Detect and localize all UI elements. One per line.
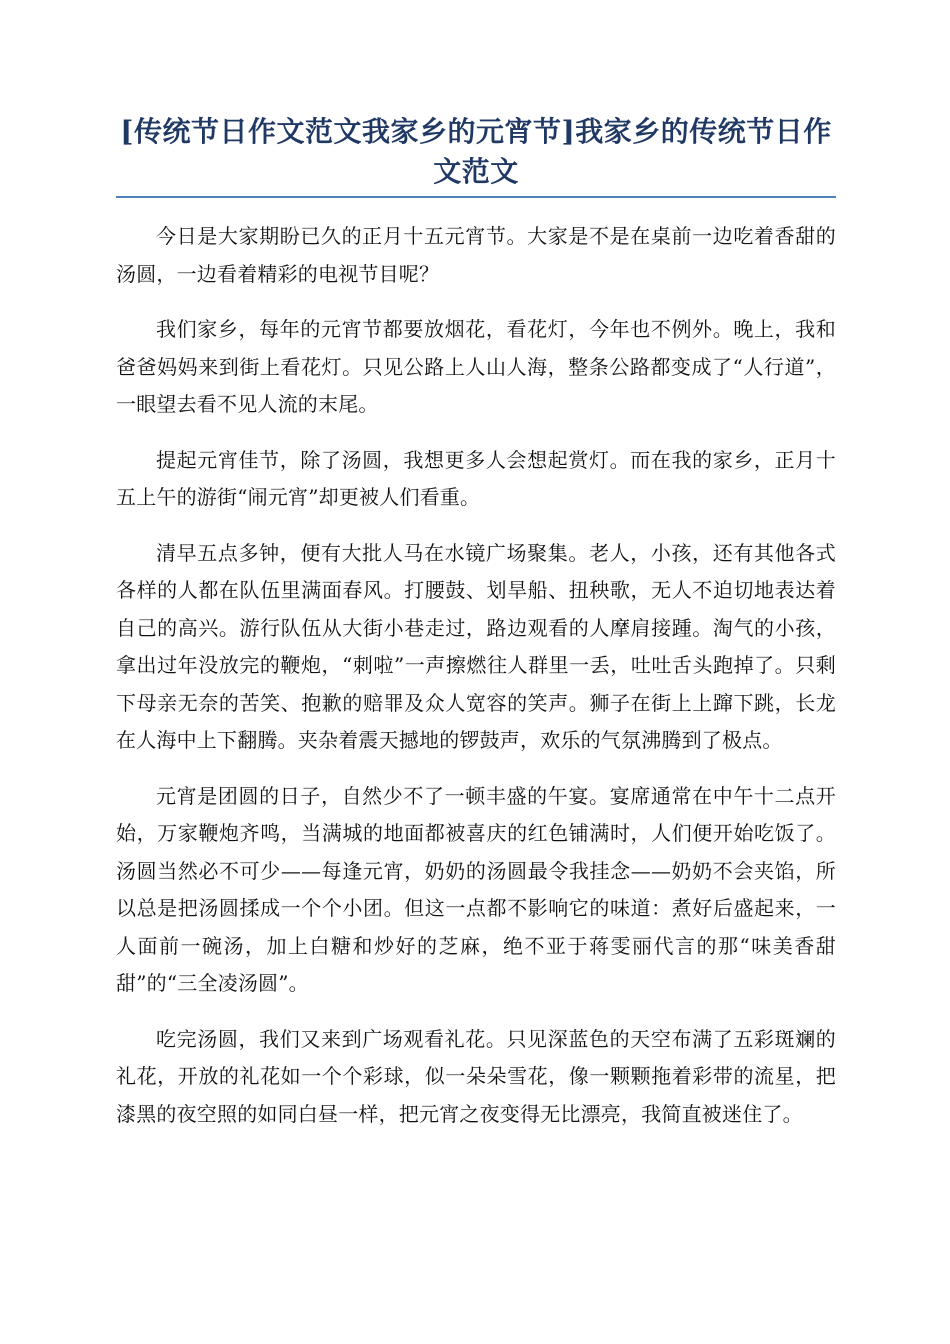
paragraph-5: 元宵是团圆的日子，自然少不了一顿丰盛的午宴。宴席通常在中午十二点开始，万家鞭炮齐鸣，当满城的地面都被喜庆的红色铺满时，人们便开始吃饭了。汤圆当然必不可少——每逢元宵，奶奶的汤圆最令我挂念——奶奶不会夹馅，所以总是把汤圆揉成一个个小团。但这一点都不影响它的味道：煮好后盛起来，一人面前一碗汤，加上白糖和炒好的芝麻，绝不亚于蒋雯丽代言的那“味美香甜甜”的“三全凌汤圆”。 [116, 783, 836, 995]
document-page [116, 112, 836, 1151]
paragraph-3: 提起元宵佳节，除了汤圆，我想更多人会想起赏灯。而在我的家乡，正月十五上午的游街“闹元宵”却更被人们看重。 [116, 447, 836, 509]
title-underline [116, 196, 836, 198]
paragraph-6: 吃完汤圆，我们又来到广场观看礼花。只见深蓝色的天空布满了五彩斑斓的礼花，开放的礼花如一个个彩球，似一朵朵雪花，像一颗颗拖着彩带的流星，把漆黑的夜空照的如同白昼一样，把元宵之夜变得无比漂亮，我简直被迷住了。 [116, 1026, 836, 1126]
document-title: [传统节日作文范文我家乡的元宵节]我家乡的传统节日作文范文 [120, 115, 832, 188]
paragraph-2: 我们家乡，每年的元宵节都要放烟花，看花灯，今年也不例外。晚上，我和爸爸妈妈来到街上看花灯。只见公路上人山人海，整条公路都变成了“人行道”，一眼望去看不见人流的末尾。 [116, 317, 836, 416]
paragraph-4: 清早五点多钟，便有大批人马在水镜广场聚集。老人，小孩，还有其他各式各样的人都在队伍里满面春风。打腰鼓、划旱船、扭秧歌，无人不迫切地表达着自己的高兴。游行队伍从大街小巷走过，路边观看的人摩肩接踵。淘气的小孩，拿出过年没放完的鞭炮，“刺啦”一声擦燃往人群里一丢，吐吐舌头跑掉了。只剩下母亲无奈的苦笑、抱歉的赔罪及众人宽容的笑声。狮子在街上上蹿下跳，长龙在人海中上下翻腾。夹杂着震天撼地的锣鼓声，欢乐的气氛沸腾到了极点。 [116, 540, 836, 752]
paragraph-1: 今日是大家期盼已久的正月十五元宵节。大家是不是在桌前一边吃着香甜的汤圆，一边看着精彩的电视节目呢？ [116, 224, 836, 286]
